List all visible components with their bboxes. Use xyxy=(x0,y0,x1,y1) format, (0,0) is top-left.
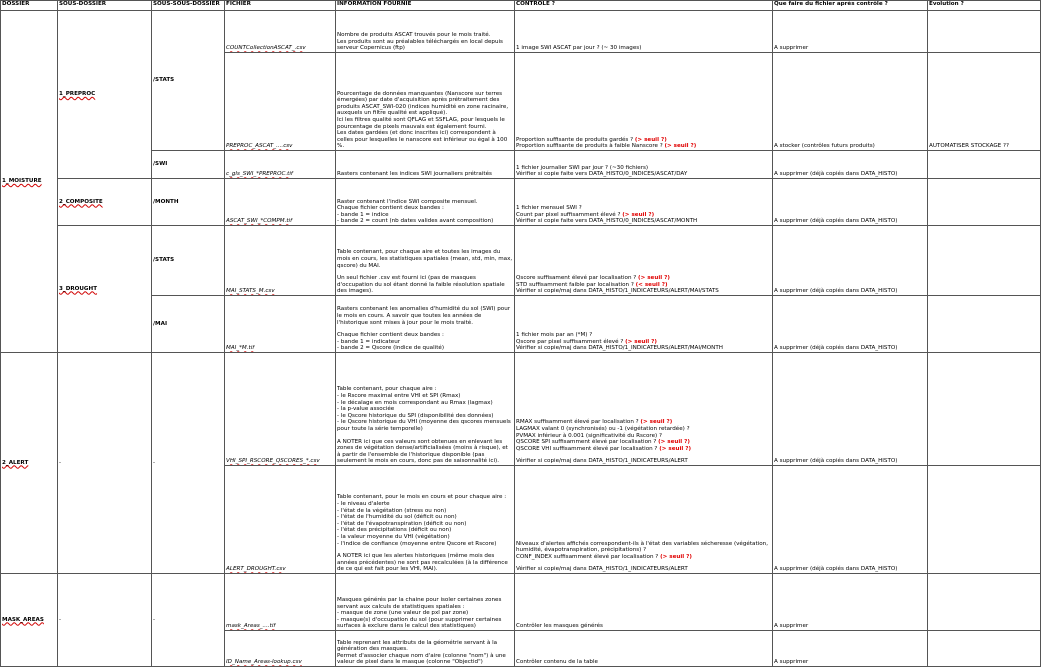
threshold-note: (> seuil ?) xyxy=(622,211,655,218)
apres-cell: A supprimer (déjà copiés dans DATA_HISTO) xyxy=(773,296,928,353)
cell-line: Chaque fichier contient deux bandes : xyxy=(337,332,444,339)
cell-line: Les dates gardées (et donc inscrites ici) correspondent à celles pour lesquelles le nanscore est inférieur ou égal à 100 %. xyxy=(337,130,510,150)
fichier-cell xyxy=(225,53,336,151)
sous-sous-dossier-label: /STATS xyxy=(153,257,175,264)
fichier-label: c_gls_SWI_*PREPROC.tif xyxy=(226,171,293,178)
sous-sous-dossier-label: /MONTH xyxy=(153,198,179,205)
cell-line: Raster contenant l'indice SWI composite mensuel. xyxy=(337,198,478,205)
cell-line xyxy=(516,426,771,433)
cell-line: Un seul fichier .csv est fourni ici (pas de masques d'occupation du sol étant donné la faible résolution spatiale des images). xyxy=(337,275,507,295)
cell-line: A NOTER ici que les alertes historiques (même mois des années précédentes) ne sont pas recalculées (à la différence de ce qui est fait pour les VHI, MAI). xyxy=(337,553,510,573)
controle-cell xyxy=(515,631,773,667)
dossier-label: MASK_AREAS xyxy=(2,616,44,623)
apres-cell: A stocker (contrôles futurs produits) xyxy=(773,53,928,151)
sous-dossier-label: 2_COMPOSITE xyxy=(59,198,103,205)
cell-line: - bande 1 = indice xyxy=(337,211,389,218)
cell-line: - bande 2 = Qscore (indice de qualité) xyxy=(337,345,445,352)
evolution-cell: AUTOMATISER STOCKAGE ?? xyxy=(928,53,1041,151)
controle-cell xyxy=(515,179,773,226)
threshold-note: (> seuil ?) xyxy=(638,275,670,282)
cell-text: Vérifier si copie/maj dans DATA_HISTO/1_INDICATEURS/ALERT/MAI/STATS xyxy=(516,288,719,295)
table-row xyxy=(1,226,1041,296)
cell-line: Chaque fichier contient deux bandes : xyxy=(337,205,444,212)
header-dossier: DOSSIER xyxy=(1,1,58,11)
sous-dossier-label: 3_DROUGHT xyxy=(59,285,98,292)
cell-line: - bande 1 = indicateur xyxy=(337,338,401,345)
threshold-note: (> seuil ?) xyxy=(664,143,697,150)
fichier-label: ID_Name_Areas-lookup.csv xyxy=(226,659,302,666)
cell-text: RMAX suffisamment élevé par localisation ? xyxy=(516,419,641,426)
apres-cell: A supprimer xyxy=(773,631,928,667)
apres-cell: A supprimer xyxy=(773,574,928,631)
info-cell xyxy=(336,11,515,53)
info-cell xyxy=(336,296,515,353)
cell-text: STD suffisamment faible par localisation ? xyxy=(516,281,636,288)
threshold-note: (> seuil ?) xyxy=(658,439,690,446)
cell-text: QSCORE VHI suffisamment élevé par localisation ? xyxy=(516,445,660,452)
info-cell xyxy=(336,151,515,179)
header-information: INFORMATION FOURNIE xyxy=(336,1,515,11)
threshold-note: (> seuil ?) xyxy=(659,445,692,452)
header-row xyxy=(1,1,1041,11)
sous-sous-dossier-label: /MAI xyxy=(153,320,168,327)
cell-text: Qscore par pixel suffisamment élevé ? xyxy=(516,338,626,345)
threshold-note: (> seuil ?) xyxy=(625,338,657,345)
cell-line: Nombre de produits ASCAT trouvés pour le mois traité. xyxy=(337,32,491,39)
controle-cell xyxy=(515,296,773,353)
cell-line: - le Qscore historique du SPI (disponibilité des données) xyxy=(337,412,494,419)
fichier-cell xyxy=(225,151,336,179)
sous-dossier-label: - xyxy=(59,459,62,466)
header-controle: CONTRÔLE ? xyxy=(515,1,773,11)
cell-line xyxy=(516,143,771,150)
sous-sous-dossier-label: /SWI xyxy=(153,161,168,168)
cell-text: Count par pixel suffisamment élevé ? xyxy=(516,211,623,218)
fichier-cell xyxy=(225,296,336,353)
cell-text: Proportion suffisante de produits gardés ? xyxy=(516,136,635,143)
sous-dossier-cell xyxy=(58,226,152,353)
cell-line: - la valeur moyenne du VHI (végétation) xyxy=(337,534,450,541)
fichier-cell xyxy=(225,574,336,631)
cell-line xyxy=(516,458,771,465)
sous-sous-dossier-label: /STATS xyxy=(153,77,175,84)
fichier-cell xyxy=(225,179,336,226)
sous-dossier-cell xyxy=(58,574,152,667)
info-cell xyxy=(336,53,515,151)
controle-cell xyxy=(515,574,773,631)
sous-dossier-cell xyxy=(58,11,152,179)
cell-line xyxy=(516,218,771,225)
cell-line: Rasters contenant les anomalies d'humidité du sol (SWI) pour le mois en cours. A savoir que toutes les années de l'historique sont mises à jour pour le mois traité. xyxy=(337,306,512,326)
table-row xyxy=(1,353,1041,466)
cell-line: 1 image SWI ASCAT par jour ? (~ 30 images) xyxy=(516,45,642,52)
dossier-label: 1_MOISTURE xyxy=(2,178,42,185)
threshold-note: (> seuil ?) xyxy=(640,419,673,426)
fichier-label: ALERT_DROUGHT.csv xyxy=(226,566,286,573)
threshold-note: (> seuil ?) xyxy=(660,553,692,560)
cell-line xyxy=(516,446,771,453)
cell-text: Vérifier si copie faite vers DATA_HISTO/0_INDICES/ASCAT/MONTH xyxy=(516,218,698,225)
cell-line: Table reprenant les attributs de la géométrie servant à la génération des masques. xyxy=(337,639,499,653)
cell-line: Table contenant, pour chaque aire et toutes les images du mois en cours, les statistiques spatiales (mean, std, min, max, qscore) du MAI. xyxy=(337,249,514,269)
apres-cell: A supprimer (déjà copiés dans DATA_HISTO) xyxy=(773,179,928,226)
cell-line: Vérifier si copie faite vers DATA_HISTO/0_INDICES/ASCAT/DAY xyxy=(516,171,688,178)
sous-dossier-cell xyxy=(58,353,152,574)
cell-line: Ici les filtres qualité sont QFLAG et SSFLAG, pour lesquels le pourcentage de pixels mauvais est également fourni. xyxy=(337,117,507,130)
cell-line xyxy=(516,566,771,573)
cell-line: - le niveau d'alerte xyxy=(337,501,390,508)
sous-sous-dossier-label: - xyxy=(153,459,156,466)
cell-line: Rasters contenant les indices SWI journaliers prétraités xyxy=(337,171,492,178)
info-cell xyxy=(336,179,515,226)
evolution-cell xyxy=(928,631,1041,667)
fichier-cell xyxy=(225,11,336,53)
sous-sous-dossier-cell xyxy=(152,179,225,226)
dossier-cell xyxy=(1,353,58,574)
evolution-cell xyxy=(928,353,1041,466)
cell-text: 1 fichier mensuel SWI ? xyxy=(516,205,582,212)
table-row xyxy=(1,574,1041,631)
sous-sous-dossier-label: - xyxy=(153,616,156,623)
cell-line: Table contenant, pour chaque aire : xyxy=(337,386,437,393)
controle-cell xyxy=(515,466,773,574)
cell-line: - la p-value associée xyxy=(337,406,395,413)
table-row xyxy=(1,151,1041,179)
evolution-cell xyxy=(928,466,1041,574)
sous-dossier-cell xyxy=(58,179,152,226)
header-evolution: Evolution ? xyxy=(928,1,1041,11)
fichier-cell xyxy=(225,353,336,466)
controle-cell xyxy=(515,353,773,466)
controle-cell xyxy=(515,226,773,296)
fichier-label: MAI_STATS_M.csv xyxy=(226,288,275,295)
evolution-cell xyxy=(928,296,1041,353)
cell-text: Qscore suffisament élevé par localisation ? xyxy=(516,275,639,282)
sous-dossier-label: - xyxy=(59,616,62,623)
apres-cell: A supprimer xyxy=(773,11,928,53)
threshold-note: (> seuil ?) xyxy=(634,136,667,143)
threshold-note: (< seuil ?) xyxy=(635,281,668,288)
apres-cell: A supprimer (déjà copiés dans DATA_HISTO) xyxy=(773,353,928,466)
cell-text: LAGMAX valant 0 (synchronisés) ou -1 (végétation retardée) ? xyxy=(516,426,690,433)
fichier-label: ASCAT_SWI_*COMPM.tif xyxy=(226,218,293,225)
cell-line: Permet d'associer chaque nom d'aire (colonne "nom") à une valeur de pixel dans le masque (colonne "Objectid") xyxy=(337,652,508,666)
controle-cell xyxy=(515,11,773,53)
cell-line: Les produits sont au préalables téléchargés en local depuis serveur Copernicus (ftp) xyxy=(337,38,505,52)
sous-sous-dossier-cell xyxy=(152,296,225,353)
cell-line: - masque(s) d'occupation du sol (pour supprimer certaines surfaces à exclure dans le calcul des statistiques) xyxy=(337,616,504,630)
header-sous-dossier: SOUS-DOSSIER xyxy=(58,1,152,11)
cell-text: CONF_INDEX suffisamment élevé par localisation ? xyxy=(516,553,661,560)
cell-line: - le décalage en mois correspondant au Rmax (lagmax) xyxy=(337,399,493,406)
fichier-label: PREPROC_ASCAT_....csv xyxy=(226,143,293,150)
cell-line xyxy=(516,288,771,295)
cell-line: - l'indice de confiance (moyenne entre Qscore et Rscore) xyxy=(337,540,497,547)
evolution-cell xyxy=(928,11,1041,53)
cell-text: QSCORE SPI suffisamment élevé par localisation ? xyxy=(516,439,659,446)
cell-line xyxy=(516,439,771,446)
cell-line: A NOTER ici que ces valeurs sont obtenues en enlevant les zones de végétation dense/artificialisées (moins à risque), et à partir de l'ensemble de l'historique disponible (pas seulement le mois en cours, donc pas de saisonnalité ici). xyxy=(337,438,510,465)
cell-line: 1 fichier journalier SWI par jour ? (~30 fichiers) xyxy=(516,164,649,171)
cell-line xyxy=(516,205,771,212)
cell-text: 1 fichier mois par an (*M) ? xyxy=(516,332,593,339)
cell-line: - l'état des précipitations (déficit ou non) xyxy=(337,527,452,534)
sous-sous-dossier-cell xyxy=(152,353,225,574)
evolution-cell xyxy=(928,574,1041,631)
info-cell xyxy=(336,353,515,466)
cell-line xyxy=(516,275,771,282)
cell-line: - l'état de l'évapotranspiration (déficit ou non) xyxy=(337,520,467,527)
fichier-label: mask_Areas_....tif xyxy=(226,623,276,630)
table-row xyxy=(1,296,1041,353)
header-fichier: FICHIER xyxy=(225,1,336,11)
cell-text: Proportion suffisante de produits à faible Nanscore ? xyxy=(516,143,665,150)
sous-sous-dossier-cell xyxy=(152,226,225,296)
cell-line: Contrôler contenu de la table xyxy=(516,659,598,666)
dossier-cell xyxy=(1,11,58,353)
controle-cell xyxy=(515,53,773,151)
table-row xyxy=(1,179,1041,226)
info-cell xyxy=(336,574,515,631)
info-cell xyxy=(336,226,515,296)
cell-line: Pourcentage de données manquantes (Nanscore sur terres émergées) par date d'acquisition après prétraitement des produits ASCAT_SWI-020 (indices humidité en zone racinaire, auxquels un filtre qualité est appliqué). xyxy=(337,90,510,117)
table-row xyxy=(1,11,1041,53)
sous-sous-dossier-cell xyxy=(152,11,225,151)
cell-text: Vérifier si copie/maj dans DATA_HISTO/1_INDICATEURS/ALERT/MAI/MONTH xyxy=(516,345,723,352)
dossier-cell xyxy=(1,574,58,667)
cell-text: Vérifier si copie/maj dans DATA_HISTO/1_INDICATEURS/ALERT xyxy=(516,458,688,465)
evolution-cell xyxy=(928,226,1041,296)
sous-sous-dossier-cell xyxy=(152,574,225,667)
info-cell xyxy=(336,466,515,574)
sous-dossier-label: 1_PREPROC xyxy=(59,91,96,98)
cell-line xyxy=(516,332,771,339)
apres-cell: A supprimer (déjà copiés dans DATA_HISTO) xyxy=(773,226,928,296)
cell-line: - l'état de la végétation (stress ou non) xyxy=(337,507,447,514)
info-cell xyxy=(336,631,515,667)
cell-line xyxy=(516,554,771,561)
cell-line: Table contenant, pour le mois en cours et pour chaque aire : xyxy=(337,494,507,501)
cell-line: - l'état de l'humidité du sol (déficit ou non) xyxy=(337,514,457,521)
cell-line: - masque de zone (une valeur de pxl par zone) xyxy=(337,610,469,617)
apres-cell: A supprimer (déjà copiés dans DATA_HISTO) xyxy=(773,151,928,179)
fichier-label: VHI_SPI_RSCORE_QSCORES_*.csv xyxy=(226,458,320,465)
fichier-cell xyxy=(225,466,336,574)
cell-line xyxy=(516,345,771,352)
cell-line: Contrôler les masques générés xyxy=(516,623,603,630)
header-apres-controle: Que faire du fichier après contrôle ? xyxy=(773,1,928,11)
fichier-label: COUNTCollectionASCAT_.csv xyxy=(226,45,306,52)
cell-text: PVMAX inférieur à 0.001 (significativité du Rscore) ? xyxy=(516,432,662,439)
header-sous-sous-dossier: SOUS-SOUS-DOSSIER xyxy=(152,1,225,11)
evolution-cell xyxy=(928,151,1041,179)
cell-text: Niveaux d'alertes affichés correspondent-ils à l'état des variables sécheresse (végétation, humidité, évapotranspiration, précipitations) ? xyxy=(516,540,770,554)
cell-line: - le Qscore historique du VHI (moyenne des qscores mensuels pour toute la série temporelle) xyxy=(337,419,513,433)
cell-line: - bande 2 = count (nb dates valides avant composition) xyxy=(337,218,494,225)
evolution-cell xyxy=(928,179,1041,226)
controle-cell xyxy=(515,151,773,179)
dossier-label: 2_ALERT xyxy=(2,459,29,466)
cell-line: Masques générés par la chaine pour isoler certaines zones servant aux calculs de statistiques spatiales : xyxy=(337,597,504,610)
fichier-cell xyxy=(225,631,336,667)
apres-cell: A supprimer (déjà copiés dans DATA_HISTO) xyxy=(773,466,928,574)
fichier-label: MAI_*M.tif xyxy=(226,345,255,352)
fichier-cell xyxy=(225,226,336,296)
sous-sous-dossier-cell xyxy=(152,151,225,179)
cell-line: - le Rscore maximal entre VHI et SPI (Rmax) xyxy=(337,393,461,400)
cell-line xyxy=(516,541,771,554)
cell-text: Vérifier si copie/maj dans DATA_HISTO/1_INDICATEURS/ALERT xyxy=(516,566,688,573)
